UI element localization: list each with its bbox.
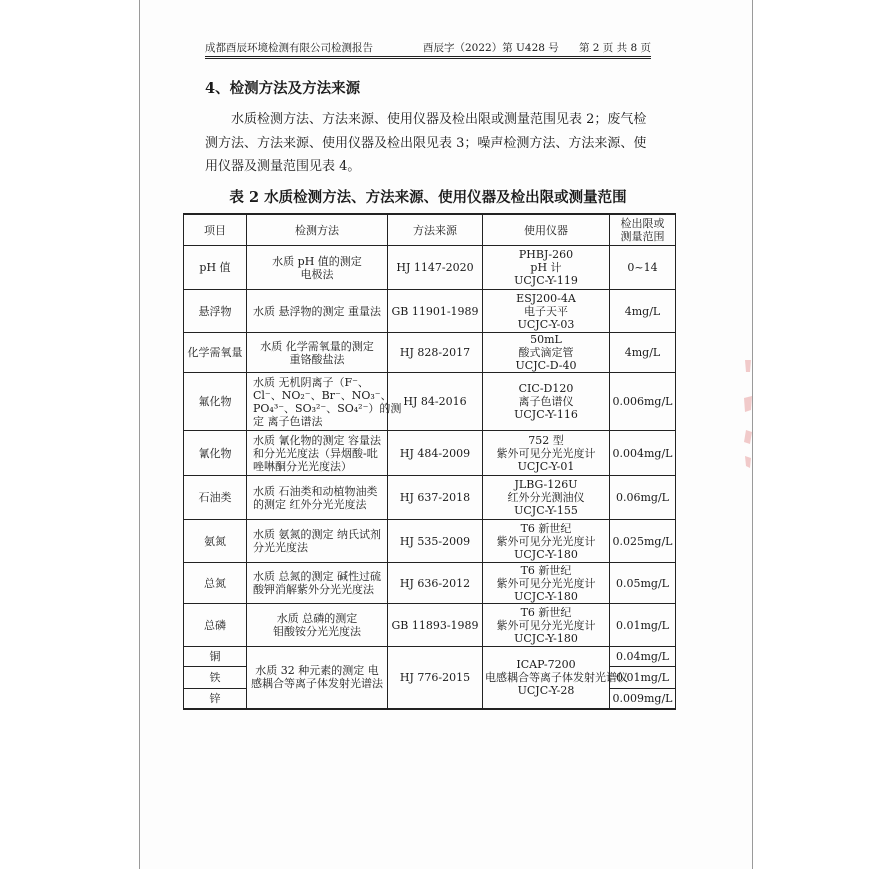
method-line: 电极法: [300, 267, 334, 281]
instrument-line: UCJC-Y-01: [517, 459, 575, 473]
paragraph-line: 水质检测方法、方法来源、使用仪器及检出限或测量范围见表 2；废气检: [231, 112, 647, 127]
cell-method: [247, 246, 388, 290]
table-row: [184, 333, 676, 373]
cell-instrument: [483, 373, 610, 431]
cell-limit: 0.06mg/L: [610, 476, 676, 520]
col-header-instrument: 使用仪器: [483, 214, 610, 246]
methods-table: [183, 213, 676, 710]
cell-source: HJ 636-2012: [388, 563, 483, 604]
instrument-line: JLBG-126U: [514, 478, 578, 491]
instrument-line: UCJC-D-40: [515, 359, 577, 372]
section-heading: 4、检测方法及方法来源: [205, 80, 361, 97]
instrument-line: T6 新世纪: [520, 521, 572, 535]
cell-instrument: [483, 476, 610, 520]
instrument-line: T6 新世纪: [520, 563, 572, 577]
cell-item: 氨氮: [184, 520, 247, 563]
method-line: 水质 石油类和动植物油类: [253, 484, 378, 498]
cell-instrument: [483, 290, 610, 333]
instrument-line: 酸式滴定管: [518, 346, 574, 359]
cell-source: HJ 1147-2020: [388, 246, 483, 290]
instrument-line: pH 计: [530, 261, 562, 274]
col-header-source: 方法来源: [388, 214, 483, 246]
method-line: 唑啉酮分光光度法）: [253, 459, 352, 473]
method-line: 水质 悬浮物的测定 重量法: [253, 304, 381, 318]
paragraph-line: 测方法、方法来源、使用仪器及检出限见表 3；噪声检测方法、方法来源、使: [205, 135, 647, 151]
table-row: [184, 431, 676, 476]
table-row: [184, 563, 676, 604]
instrument-line: ESJ200-4A: [516, 291, 576, 305]
instrument-line: UCJC-Y-180: [514, 631, 578, 645]
instrument-line: 紫外可见分光光度计: [496, 618, 596, 632]
cell-method: [247, 333, 388, 373]
cell-limit: 4mg/L: [610, 333, 676, 373]
cell-method: [247, 647, 388, 709]
cell-limit: 0~14: [610, 246, 676, 290]
section-paragraph: [205, 108, 650, 179]
method-line: 水质 总磷的测定: [276, 612, 358, 625]
table-row: [184, 604, 676, 647]
instrument-line: PHBJ-260: [518, 248, 574, 261]
col-header-limit: [610, 214, 676, 246]
cell-source: HJ 84-2016: [388, 373, 483, 431]
cell-item: pH 值: [184, 246, 247, 290]
cell-item: 铜: [184, 647, 247, 667]
table-row: [184, 246, 676, 290]
method-line: 水质 32 种元素的测定 电: [255, 664, 379, 678]
instrument-line: CIC-D120: [518, 382, 574, 395]
cell-instrument: [483, 563, 610, 604]
cell-item: 化学需氧量: [184, 333, 247, 373]
cell-item: 悬浮物: [184, 290, 247, 333]
col-header-item: 项目: [184, 214, 247, 246]
method-line: 水质 无机阴离子（F⁻、: [253, 375, 369, 389]
cell-limit: 0.05mg/L: [610, 563, 676, 604]
instrument-line: ICAP-7200: [516, 657, 576, 671]
instrument-line: 50mL: [530, 333, 562, 346]
header-rule-top: [205, 56, 651, 57]
instrument-line: UCJC-Y-116: [514, 408, 578, 421]
cell-item: 铁: [184, 667, 247, 689]
method-line: 分光光度法: [253, 541, 308, 554]
instrument-line: UCJC-Y-119: [514, 274, 578, 287]
method-line: 水质 化学需氧量的测定: [260, 339, 374, 353]
instrument-line: 电子天平: [524, 304, 568, 318]
cell-method: [247, 604, 388, 647]
cell-limit: 0.004mg/L: [610, 431, 676, 476]
cell-item: 石油类: [184, 476, 247, 520]
method-line: 水质 总氮的测定 碱性过硫: [253, 570, 381, 583]
cell-limit: 0.01mg/L: [610, 604, 676, 647]
col-header-limit-line: 测量范围: [620, 230, 665, 243]
method-line: PO₄³⁻、SO₃²⁻、SO₄²⁻）的测: [253, 401, 402, 415]
cell-method: [247, 431, 388, 476]
cell-item: 氟化物: [184, 373, 247, 431]
instrument-line: UCJC-Y-155: [514, 504, 578, 517]
method-line: Cl⁻、NO₂⁻、Br⁻、NO₃⁻、: [253, 388, 392, 402]
cell-item: 总氮: [184, 563, 247, 604]
cell-instrument: [483, 520, 610, 563]
table-row: [184, 290, 676, 333]
cell-instrument: [483, 604, 610, 647]
instrument-line: UCJC-Y-180: [514, 589, 578, 603]
header-report-no: 酉辰字（2022）第 U428 号: [423, 42, 559, 54]
cell-method: [247, 520, 388, 563]
cell-limit: 0.025mg/L: [610, 520, 676, 563]
cell-limit: 4mg/L: [610, 290, 676, 333]
cell-instrument: [483, 246, 610, 290]
table-header-row: [184, 214, 676, 246]
col-header-method: 检测方法: [247, 214, 388, 246]
cell-method: [247, 290, 388, 333]
method-line: 水质 氰化物的测定 容量法: [253, 433, 381, 447]
instrument-line: UCJC-Y-180: [514, 547, 578, 561]
instrument-line: 紫外可见分光光度计: [496, 576, 596, 590]
cell-limit: 0.04mg/L: [610, 647, 676, 667]
cell-source: HJ 776-2015: [388, 647, 483, 709]
page-header: [205, 40, 651, 56]
instrument-line: UCJC-Y-28: [517, 683, 575, 697]
header-page: 第 2 页 共 8 页: [578, 42, 651, 54]
cell-source: GB 11901-1989: [388, 290, 483, 333]
cell-method: [247, 563, 388, 604]
header-rule-bottom: [205, 58, 651, 59]
cell-instrument: [483, 431, 610, 476]
table-row: [184, 647, 676, 667]
table-row: [184, 476, 676, 520]
header-org: 成都酉辰环境检测有限公司检测报告: [205, 42, 373, 54]
cell-method: [247, 476, 388, 520]
cell-source: HJ 637-2018: [388, 476, 483, 520]
method-line: 和分光光度法（异烟酸-吡: [253, 446, 378, 460]
method-line: 酸钾消解紫外分光光度法: [253, 583, 374, 596]
method-line: 钼酸铵分光光度法: [273, 625, 361, 638]
table-row: [184, 520, 676, 563]
cell-source: HJ 828-2017: [388, 333, 483, 373]
method-line: 水质 氨氮的测定 纳氏试剂: [253, 528, 381, 541]
instrument-line: 752 型: [528, 433, 564, 447]
method-line: 的测定 红外分光光度法: [253, 497, 367, 511]
instrument-line: 紫外可见分光光度计: [496, 534, 596, 548]
cell-limit: 0.01mg/L: [610, 667, 676, 689]
instrument-line: 离子色谱仪: [518, 395, 574, 408]
paragraph-line: 用仪器及测量范围见表 4。: [205, 159, 361, 174]
instrument-line: 电感耦合等离子体发射光谱仪: [485, 670, 628, 684]
instrument-line: 紫外可见分光光度计: [496, 446, 596, 460]
method-line: 重铬酸盐法: [289, 352, 345, 366]
cell-method: [247, 373, 402, 431]
table-caption: 表 2 水质检测方法、方法来源、使用仪器及检出限或测量范围: [229, 189, 627, 206]
cell-item: 锌: [184, 689, 247, 709]
table-row: [184, 373, 676, 431]
cell-item: 氰化物: [184, 431, 247, 476]
cell-item: 总磷: [184, 604, 247, 647]
method-line: 感耦合等离子体发射光谱法: [251, 677, 383, 691]
cell-source: HJ 535-2009: [388, 520, 483, 563]
instrument-line: T6 新世纪: [520, 605, 572, 619]
instrument-line: UCJC-Y-03: [517, 317, 575, 331]
cell-limit: 0.006mg/L: [610, 373, 676, 431]
cell-source: HJ 484-2009: [388, 431, 483, 476]
cell-source: GB 11893-1989: [388, 604, 483, 647]
cell-instrument: [483, 333, 610, 373]
instrument-line: 红外分光测油仪: [507, 491, 585, 504]
cell-instrument: [483, 647, 628, 709]
method-line: 定 离子色谱法: [253, 414, 323, 428]
col-header-limit-line: 检出限或: [620, 217, 665, 230]
method-line: 水质 pH 值的测定: [272, 254, 362, 268]
cell-limit: 0.009mg/L: [610, 689, 676, 709]
seal-edge-mark: [742, 360, 754, 470]
